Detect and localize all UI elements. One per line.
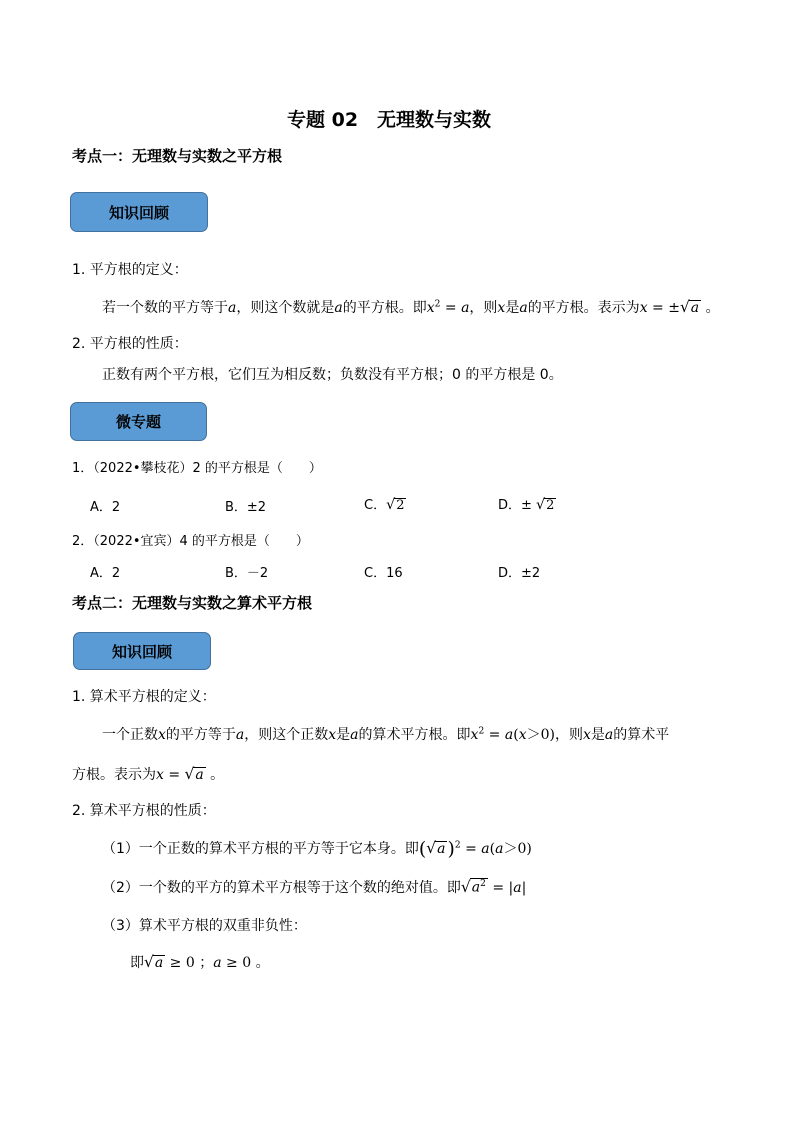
q2-option-c: C．16 — [364, 566, 403, 581]
question-1: 1．（2022•攀枝花）2 的平方根是（ ） — [72, 461, 322, 476]
q1-option-b: B．±2 — [225, 500, 267, 515]
sqrt-def-heading: 1. 平方根的定义： — [72, 262, 188, 278]
question-2: 2．（2022•宜宾）4 的平方根是（ ） — [72, 534, 309, 549]
arith-sqrt-def-heading: 1. 算术平方根的定义： — [72, 689, 216, 705]
sqrt-prop-heading: 2. 平方根的性质： — [72, 336, 188, 352]
knowledge-review-badge-1 — [70, 192, 208, 232]
arith-sqrt-prop-1: （1）一个正数的算术平方根的平方等于它本身。即(√a )$^2$ = a(a＞0) — [102, 838, 532, 860]
sqrt-def-body: 若一个数的平方等于a，则这个数就是a的平方根。即$x^2 = a$，则x是a的平方根。表示为x = ±√a 。 — [102, 298, 720, 316]
arith-sqrt-prop-3: （3）算术平方根的双重非负性： — [102, 918, 307, 934]
badge-label: 微专题 — [115, 413, 161, 431]
arith-sqrt-def-body-2: 方根。表示为x = √a 。 — [72, 765, 225, 783]
q2-option-b: B．－2 — [225, 566, 269, 581]
knowledge-review-badge-2 — [73, 632, 211, 670]
arith-sqrt-prop-heading: 2. 算术平方根的性质： — [72, 803, 216, 819]
micro-topic-badge — [70, 402, 207, 441]
q1-option-c: C．√2 — [364, 497, 405, 513]
q1-option-a: A．2 — [90, 500, 121, 515]
q2-option-d: D．±2 — [498, 566, 541, 581]
arith-sqrt-prop-2: （2）一个数的平方的算术平方根等于这个数的绝对值。即$√a^2 = |a|$ — [102, 878, 527, 896]
page-title: 专题 02 无理数与实数 — [287, 109, 492, 131]
q1-option-d: D．± √2 — [498, 497, 555, 513]
q2-option-a: A．2 — [90, 566, 121, 581]
section-heading-2: 考点二：无理数与实数之算术平方根 — [72, 594, 313, 612]
badge-label: 知识回顾 — [108, 203, 169, 222]
badge-label: 知识回顾 — [111, 642, 172, 661]
arith-sqrt-def-body: 一个正数x的平方等于a，则这个正数x是a的算术平方根。即$x^2 = a(x>0)$，则x是a的算术平 — [102, 726, 670, 743]
section-heading-1: 考点一：无理数与实数之平方根 — [72, 147, 283, 165]
arith-sqrt-prop-4: 即√a ≥ 0 ；a ≥ 0 。 — [130, 953, 270, 971]
sqrt-prop-body: 正数有两个平方根，它们互为相反数；负数没有平方根；0 的平方根是 0。 — [102, 367, 563, 383]
